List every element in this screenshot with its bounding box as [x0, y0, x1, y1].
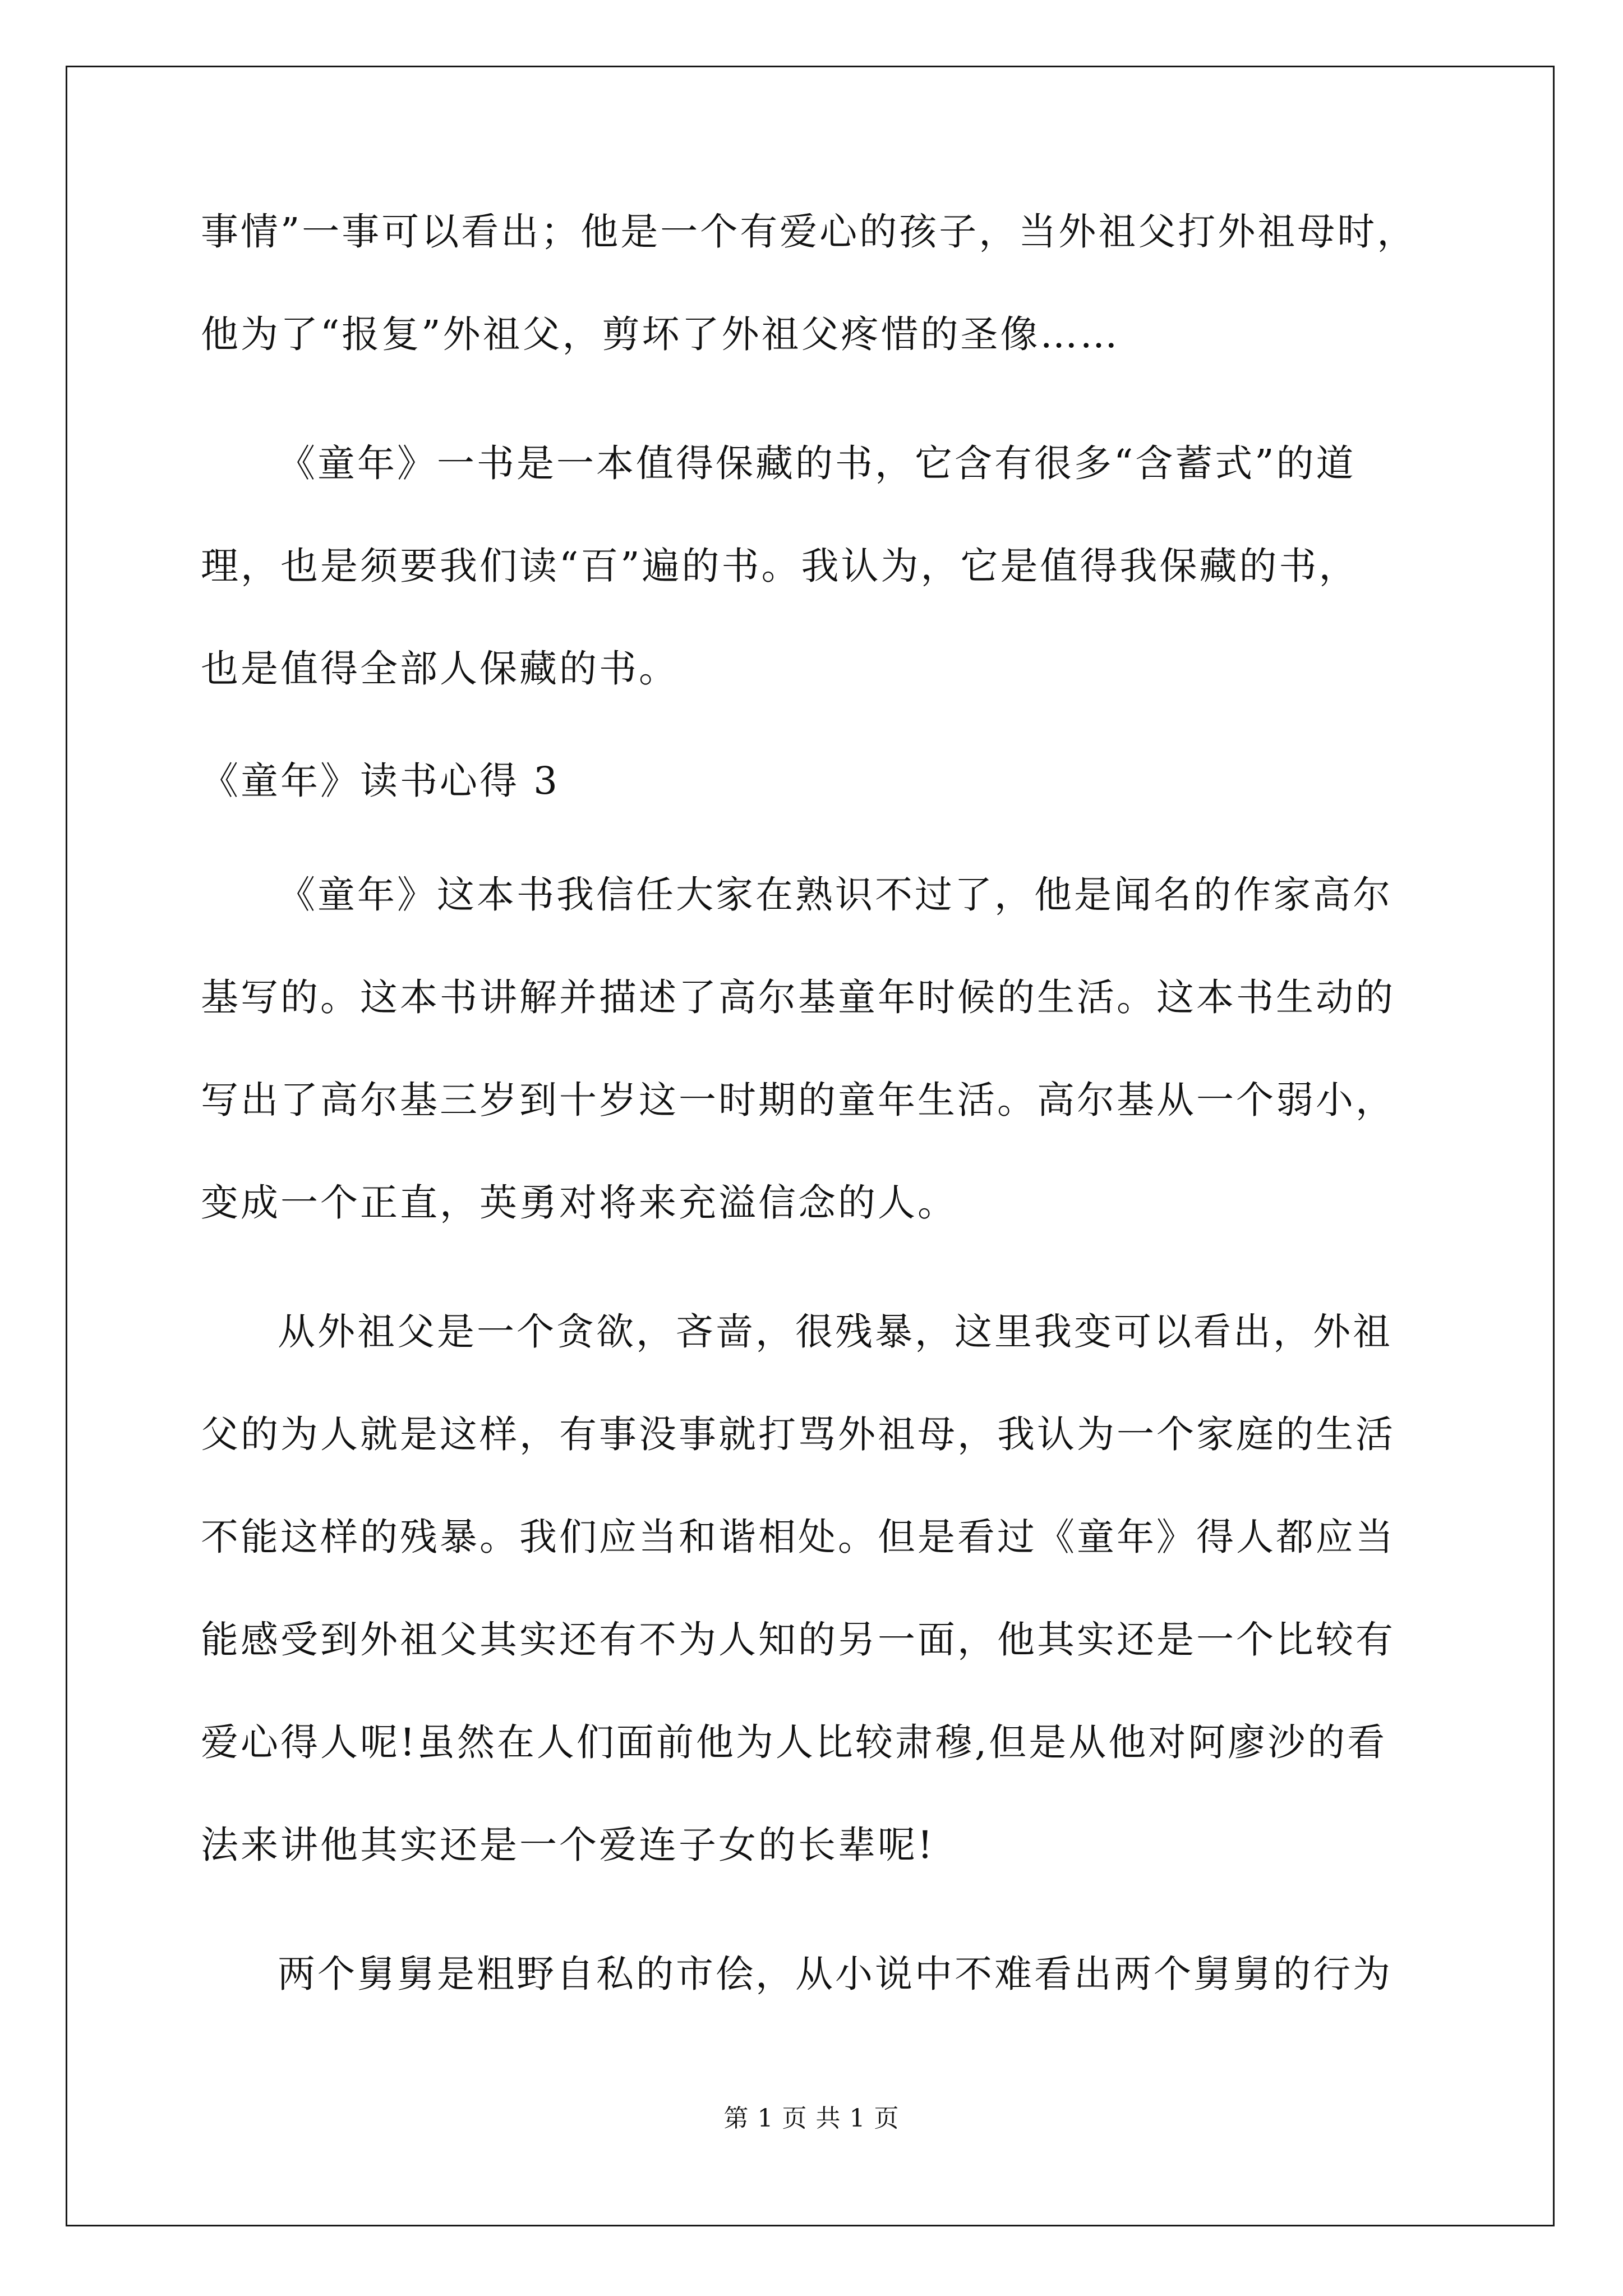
text-line-3: 《童年》一书是一本值得保藏的书，它含有很多“含蓄式”的道	[278, 441, 1356, 485]
text-line-4: 理，也是须要我们读“百”遍的书。我认为，它是值得我保藏的书，	[201, 544, 1359, 588]
text-line-2: 他为了“报复”外祖父，剪坏了外祖父疼惜的圣像……	[201, 312, 1120, 356]
text-line-15: 爱心得人呢!虽然在人们面前他为人比较肃穆,但是从他对阿廖沙的看	[201, 1720, 1387, 1764]
text-line-17: 两个舅舅是粗野自私的市侩，从小说中不难看出两个舅舅的行为	[278, 1952, 1393, 1996]
text-line-13: 不能这样的残暴。我们应当和谐相处。但是看过《童年》得人都应当	[201, 1515, 1395, 1559]
text-line-16: 法来讲他其实还是一个爱连子女的长辈呢!	[201, 1823, 935, 1867]
text-line-8: 基写的。这本书讲解并描述了高尔基童年时候的生活。这本书生动的	[201, 976, 1395, 1019]
text-line-9: 写出了高尔基三岁到十岁这一时期的童年生活。高尔基从一个弱小，	[201, 1078, 1395, 1122]
text-line-10: 变成一个正直，英勇对将来充溢信念的人。	[201, 1181, 957, 1225]
text-line-1: 事情”一事可以看出；他是一个有爱心的孩子，当外祖父打外祖母时，	[201, 210, 1417, 254]
text-line-12: 父的为人就是这样，有事没事就打骂外祖母，我认为一个家庭的生活	[201, 1412, 1395, 1456]
text-line-5: 也是值得全部人保藏的书。	[201, 647, 679, 691]
section-heading: 《童年》读书心得 3	[201, 759, 560, 803]
page-border	[66, 66, 1555, 2226]
text-line-11: 从外祖父是一个贪欲，吝啬，很残暴，这里我变可以看出，外祖	[278, 1310, 1393, 1354]
page-footer: 第 1 页 共 1 页	[723, 2104, 900, 2133]
text-line-14: 能感受到外祖父其实还有不为人知的另一面，他其实还是一个比较有	[201, 1618, 1395, 1662]
text-line-7: 《童年》这本书我信任大家在熟识不过了，他是闻名的作家高尔	[278, 873, 1393, 917]
